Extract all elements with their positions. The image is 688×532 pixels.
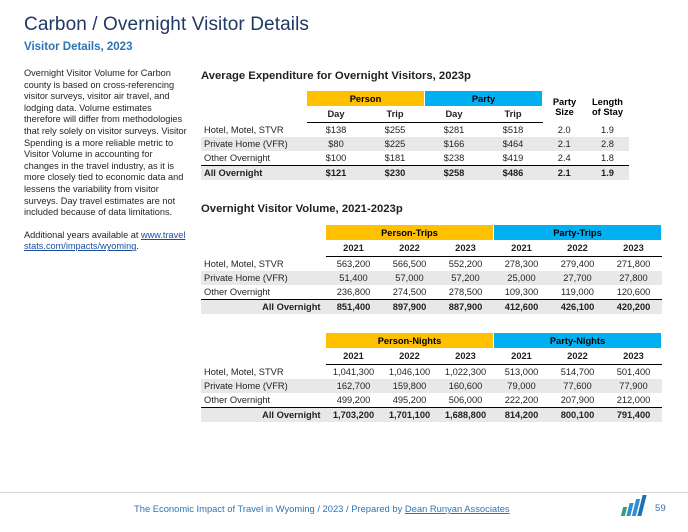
cell-value: 506,000 <box>448 395 483 405</box>
cell-value: 420,200 <box>606 300 662 315</box>
table-row <box>201 365 662 380</box>
footer-text <box>134 503 510 514</box>
cell-value: 412,600 <box>494 300 550 315</box>
cell-value: 1,041,300 <box>332 367 375 377</box>
cell-value: 77,900 <box>606 379 662 393</box>
average-expenditure-table <box>201 90 629 180</box>
volume-section-heading: Overnight Visitor Volume, 2021-2023p <box>201 203 403 215</box>
cell-value: 162,700 <box>326 379 382 393</box>
cell-value: $464 <box>484 137 543 151</box>
year-header: 2021 <box>494 241 550 257</box>
row-label: Other Overnight <box>204 287 271 297</box>
cell-value: 2.0 <box>557 124 571 135</box>
cell-value: 274,500 <box>392 287 427 297</box>
travelstats-link[interactable]: www.travelstats.com/impacts/wyoming <box>24 229 186 252</box>
year-header: 2022 <box>550 241 606 257</box>
group-header-party-size: Party Size <box>543 91 587 123</box>
year-header: 2022 <box>382 241 438 257</box>
cell-value: 2.8 <box>586 137 629 151</box>
row-label: Other Overnight <box>204 153 271 163</box>
cell-value: 57,000 <box>382 271 438 285</box>
cell-value: $80 <box>307 137 366 151</box>
cell-value: 51,400 <box>326 271 382 285</box>
table-row <box>201 271 662 285</box>
year-header: 2023 <box>606 349 662 365</box>
table-group-header-row <box>201 225 662 241</box>
cell-value: 120,600 <box>616 287 651 297</box>
cell-value: 814,200 <box>494 408 550 423</box>
group-header-person-nights: Person-Nights <box>326 333 494 349</box>
row-label: Hotel, Motel, STVR <box>204 124 284 135</box>
cell-value: 1.8 <box>601 153 614 163</box>
cell-value: $225 <box>366 137 425 151</box>
cell-value: 212,000 <box>616 395 651 405</box>
cell-value: $238 <box>443 153 465 163</box>
row-label: All Overnight <box>201 166 307 181</box>
cell-value: 851,400 <box>326 300 382 315</box>
year-header: 2021 <box>326 241 382 257</box>
cell-value: 159,800 <box>382 379 438 393</box>
expenditure-section-heading: Average Expenditure for Overnight Visitors, 2023p <box>201 70 471 82</box>
cell-value: 563,200 <box>336 259 371 269</box>
cell-value: $281 <box>443 125 465 135</box>
sub-header-person-trip: Trip <box>366 107 425 123</box>
group-header-person-trips: Person-Trips <box>326 225 494 241</box>
table-row <box>201 123 629 138</box>
spacer-cell <box>201 225 326 241</box>
footer-divider <box>0 492 688 493</box>
cell-value: 495,200 <box>392 395 427 405</box>
cell-value: 2.1 <box>543 137 587 151</box>
table-year-header-row <box>201 241 662 257</box>
cell-value: 27,700 <box>550 271 606 285</box>
table-row <box>201 151 629 166</box>
cell-value: $419 <box>502 153 524 163</box>
table-row <box>201 137 629 151</box>
spacer-cell <box>201 333 326 349</box>
sub-header-party-trip: Trip <box>484 107 543 123</box>
table-group-header-row <box>201 91 629 107</box>
dean-runyan-link[interactable]: Dean Runyan Associates <box>404 503 510 514</box>
page-title: Carbon / Overnight Visitor Details <box>24 14 310 35</box>
year-header: 2022 <box>550 349 606 365</box>
cell-value: $138 <box>325 125 347 135</box>
cell-value: 499,200 <box>336 395 371 405</box>
row-label: Private Home (VFR) <box>201 379 326 393</box>
row-label: Private Home (VFR) <box>201 137 307 151</box>
cell-value: 2.1 <box>543 166 587 181</box>
side-note <box>24 68 189 264</box>
spacer-cell <box>201 107 307 123</box>
cell-value: 1,046,100 <box>388 367 431 377</box>
footer-lead: The Economic Impact of Travel in Wyoming / 2023 / Prepared by <box>134 503 405 514</box>
cell-value: 800,100 <box>550 408 606 423</box>
page-number: 59 <box>655 503 666 514</box>
cell-value: $100 <box>325 153 347 163</box>
row-label: All Overnight <box>201 408 326 423</box>
year-header: 2021 <box>326 349 382 365</box>
cell-value: 552,200 <box>448 259 483 269</box>
cell-value: $486 <box>484 166 543 181</box>
cell-value: 278,500 <box>448 287 483 297</box>
cell-value: 207,900 <box>560 395 595 405</box>
cell-value: 514,700 <box>560 367 595 377</box>
row-label: Hotel, Motel, STVR <box>204 258 284 269</box>
spacer-cell <box>201 241 326 257</box>
row-label: Other Overnight <box>204 395 271 405</box>
cell-value: 1,022,300 <box>444 367 487 377</box>
cell-value: 791,400 <box>606 408 662 423</box>
cell-value: $518 <box>502 125 524 135</box>
table-row <box>201 393 662 408</box>
table-row <box>201 285 662 300</box>
year-header: 2023 <box>606 241 662 257</box>
cell-value: $255 <box>384 125 406 135</box>
cell-value: 109,300 <box>504 287 539 297</box>
cell-value: 501,400 <box>616 367 651 377</box>
group-header-party-nights: Party-Nights <box>494 333 662 349</box>
cell-value: 25,000 <box>494 271 550 285</box>
cell-value: 566,500 <box>392 259 427 269</box>
row-label: Private Home (VFR) <box>201 271 326 285</box>
cell-value: 1.9 <box>601 124 614 135</box>
cell-value: $181 <box>384 153 406 163</box>
table-row-total <box>201 408 662 423</box>
cell-value: 271,800 <box>616 259 651 269</box>
cell-value: 279,400 <box>560 259 595 269</box>
cell-value: $230 <box>366 166 425 181</box>
table-row <box>201 379 662 393</box>
spacer-cell <box>201 91 307 107</box>
page-subtitle: Visitor Details, 2023 <box>24 41 133 53</box>
table-row <box>201 257 662 272</box>
cell-value: 222,200 <box>504 395 539 405</box>
group-header-party: Party <box>425 91 543 107</box>
cell-value: 426,100 <box>550 300 606 315</box>
year-header: 2021 <box>494 349 550 365</box>
table-group-header-row <box>201 333 662 349</box>
side-note-paragraph-2 <box>24 230 189 253</box>
group-header-length-of-stay: Length of Stay <box>586 91 629 123</box>
cell-value: 2.4 <box>557 153 571 163</box>
cell-value: 1,703,200 <box>326 408 382 423</box>
cell-value: $166 <box>425 137 484 151</box>
year-header: 2022 <box>382 349 438 365</box>
cell-value: 513,000 <box>504 367 539 377</box>
row-label: All Overnight <box>201 300 326 315</box>
cell-value: 77,600 <box>550 379 606 393</box>
cell-value: 27,800 <box>606 271 662 285</box>
side-note-lead: Additional years available at <box>24 229 141 240</box>
table-row-total <box>201 166 629 181</box>
cell-value: 1,688,800 <box>438 408 494 423</box>
cell-value: 1.9 <box>586 166 629 181</box>
sub-header-party-day: Day <box>425 107 484 123</box>
group-header-person: Person <box>307 91 425 107</box>
cell-value: 57,200 <box>438 271 494 285</box>
table-year-header-row <box>201 349 662 365</box>
year-header: 2023 <box>438 241 494 257</box>
cell-value: 278,300 <box>504 259 539 269</box>
cell-value: $121 <box>307 166 366 181</box>
cell-value: 160,600 <box>438 379 494 393</box>
cell-value: 79,000 <box>494 379 550 393</box>
dean-runyan-logo <box>622 494 648 516</box>
year-header: 2023 <box>438 349 494 365</box>
cell-value: $258 <box>425 166 484 181</box>
spacer-cell <box>201 349 326 365</box>
side-note-paragraph-1: Overnight Visitor Volume for Carbon county is based on cross-referencing visitor surveys, visitor air travel, and lodging data. Volume estimates therefore will differ from methodologies that rely solely on visitor surveys. Visitor Spending is a more reliable metric to Visitor Volume in accounting for changes in the travel industry, as it is more closely tied to economic data and lessens the variability from visitor surveys. Day travel estimates are not included because of data limitations. <box>24 68 187 218</box>
cell-value: 887,900 <box>438 300 494 315</box>
cell-value: 236,800 <box>336 287 371 297</box>
cell-value: 897,900 <box>382 300 438 315</box>
visitor-trips-table <box>201 224 662 314</box>
sub-header-person-day: Day <box>307 107 366 123</box>
table-row-total <box>201 300 662 315</box>
visitor-nights-table <box>201 332 662 422</box>
row-label: Hotel, Motel, STVR <box>204 366 284 377</box>
cell-value: 1,701,100 <box>382 408 438 423</box>
side-note-tail: . <box>136 241 139 252</box>
cell-value: 119,000 <box>561 287 594 297</box>
group-header-party-trips: Party-Trips <box>494 225 662 241</box>
